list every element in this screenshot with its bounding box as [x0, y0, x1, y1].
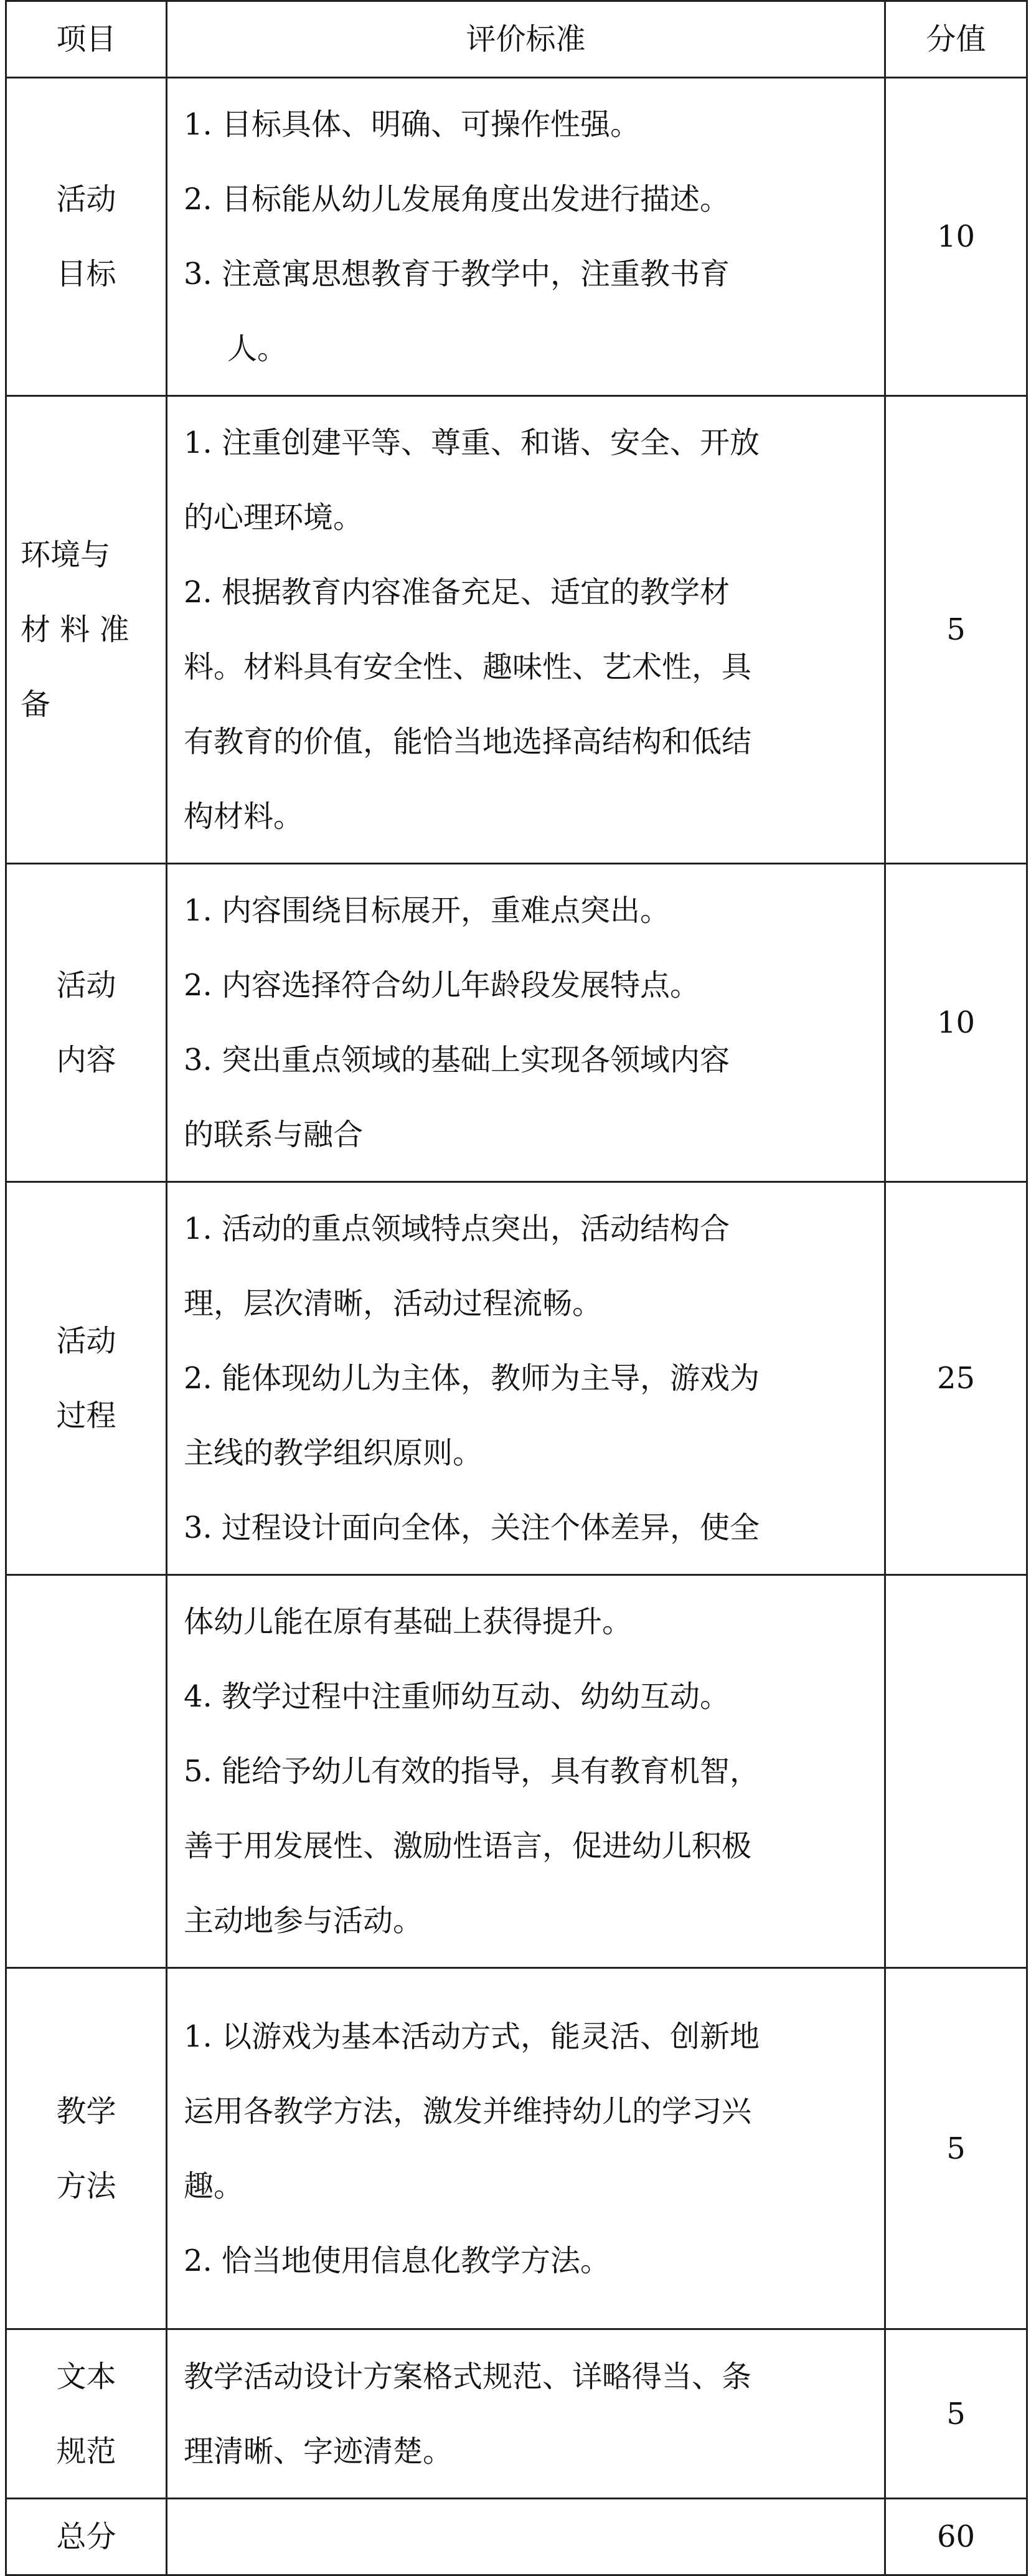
score-cell: [885, 396, 1027, 864]
criteria-cell: [167, 1182, 885, 1575]
item-label: 规范: [56, 2433, 116, 2469]
table-row: [6, 396, 1027, 864]
criteria-line: 1. 活动的重点领域特点突出，活动结构合: [184, 1211, 730, 1246]
table-row: [6, 1182, 1027, 1575]
header-row: [6, 1, 1027, 78]
table-row: [6, 1968, 1027, 2329]
criteria-line: 1. 注重创建平等、尊重、和谐、安全、开放: [184, 425, 760, 460]
item-label: 备: [21, 687, 51, 722]
criteria-line: 善于用发展性、激励性语言，促进幼儿积极: [184, 1829, 752, 1863]
criteria-cell: [167, 396, 885, 864]
item-label: 活动: [56, 968, 116, 1003]
score-cell: [885, 1968, 1027, 2329]
criteria-cell: [167, 1575, 885, 1968]
item-cell: [6, 864, 167, 1182]
total-score-value: 60: [936, 2519, 976, 2554]
criteria-line: 3. 突出重点领域的基础上实现各领域内容: [184, 1043, 730, 1077]
criteria-line: 1. 目标具体、明确、可操作性强。: [184, 107, 641, 142]
criteria-line: 的心理环境。: [184, 500, 364, 535]
item-label: 方法: [56, 2168, 116, 2204]
criteria-line: 趣。: [184, 2168, 244, 2204]
item-label: 内容: [56, 1043, 116, 1077]
item-cell: [6, 1182, 167, 1575]
criteria-line: 料。材料具有安全性、趣味性、艺术性，具: [184, 650, 752, 684]
criteria-line: 运用各教学方法，激发并维持幼儿的学习兴: [184, 2093, 752, 2129]
criteria-line: 的联系与融合: [184, 1117, 364, 1152]
item-label: 教学: [56, 2093, 116, 2129]
item-cell: [6, 1575, 167, 1968]
score-value: 5: [946, 2396, 966, 2432]
item-label: 活动: [56, 1324, 116, 1358]
criteria-line: 理清晰、字迹清楚。: [184, 2433, 453, 2469]
criteria-line: 3. 注意寓思想教育于教学中，注重教书育: [184, 257, 730, 291]
criteria-line: 5. 能给予幼儿有效的指导，具有教育机智，: [184, 1754, 760, 1789]
score-cell: [885, 78, 1027, 396]
criteria-line: 构材料。: [184, 799, 304, 834]
criteria-cell: [167, 78, 885, 396]
item-label: 活动: [56, 182, 116, 217]
header-item: 项目: [56, 22, 116, 57]
item-label: 环境与: [21, 537, 111, 572]
item-cell: [6, 1968, 167, 2329]
criteria-line: 3. 过程设计面向全体，关注个体差异，使全: [184, 1510, 760, 1545]
criteria-line: 人。: [227, 331, 288, 366]
criteria-line: 主动地参与活动。: [184, 1903, 423, 1938]
criteria-line: 理，层次清晰，活动过程流畅。: [184, 1286, 603, 1321]
criteria-line: 2. 根据教育内容准备充足、适宜的教学材: [184, 575, 730, 610]
table-row: [6, 2329, 1027, 2499]
item-cell: [6, 2329, 167, 2499]
item-label: 文本: [56, 2359, 116, 2394]
criteria-line: 教学活动设计方案格式规范、详略得当、条: [184, 2359, 752, 2394]
criteria-cell: [167, 864, 885, 1182]
item-label: 材 料 准: [21, 612, 129, 647]
total-label: 总分: [56, 2519, 116, 2554]
table-row: [6, 78, 1027, 396]
item-cell: [6, 2499, 167, 2575]
score-cell: [885, 1575, 1027, 1968]
evaluation-table: [5, 0, 1028, 2576]
total-row: [6, 2499, 1027, 2575]
criteria-line: 主线的教学组织原则。: [184, 1436, 483, 1470]
score-value: 10: [936, 219, 976, 254]
item-label: 过程: [56, 1398, 116, 1433]
criteria-cell: [167, 2329, 885, 2499]
header-criteria: 评价标准: [466, 22, 586, 57]
criteria-line: 2. 能体现幼儿为主体，教师为主导，游戏为: [184, 1361, 760, 1396]
score-cell: [885, 2329, 1027, 2499]
header-score-cell: [885, 1, 1027, 78]
criteria-line: 1. 内容围绕目标展开，重难点突出。: [184, 893, 671, 928]
item-label: 目标: [56, 257, 116, 291]
header-item-cell: [6, 1, 167, 78]
criteria-line: 有教育的价值，能恰当地选择高结构和低结: [184, 724, 752, 759]
header-score: 分值: [926, 22, 986, 57]
criteria-line: 4. 教学过程中注重师幼互动、幼幼互动。: [184, 1679, 730, 1714]
table-row: [6, 1575, 1027, 1968]
item-cell: [6, 78, 167, 396]
score-cell: [885, 2499, 1027, 2575]
criteria-line: 2. 恰当地使用信息化教学方法。: [184, 2243, 611, 2278]
criteria-line: 2. 内容选择符合幼儿年龄段发展特点。: [184, 968, 700, 1003]
item-cell: [6, 396, 167, 864]
criteria-cell: [167, 2499, 885, 2575]
score-value: 10: [936, 1005, 976, 1040]
score-value: 5: [946, 612, 966, 647]
header-criteria-cell: [167, 1, 885, 78]
criteria-line: 体幼儿能在原有基础上获得提升。: [184, 1604, 633, 1639]
score-value: 25: [936, 1361, 976, 1396]
score-value: 5: [946, 2131, 966, 2166]
score-cell: [885, 1182, 1027, 1575]
score-cell: [885, 864, 1027, 1182]
criteria-line: 2. 目标能从幼儿发展角度出发进行描述。: [184, 182, 730, 217]
table-row: [6, 864, 1027, 1182]
criteria-line: 1. 以游戏为基本活动方式，能灵活、创新地: [184, 2019, 760, 2054]
criteria-cell: [167, 1968, 885, 2329]
